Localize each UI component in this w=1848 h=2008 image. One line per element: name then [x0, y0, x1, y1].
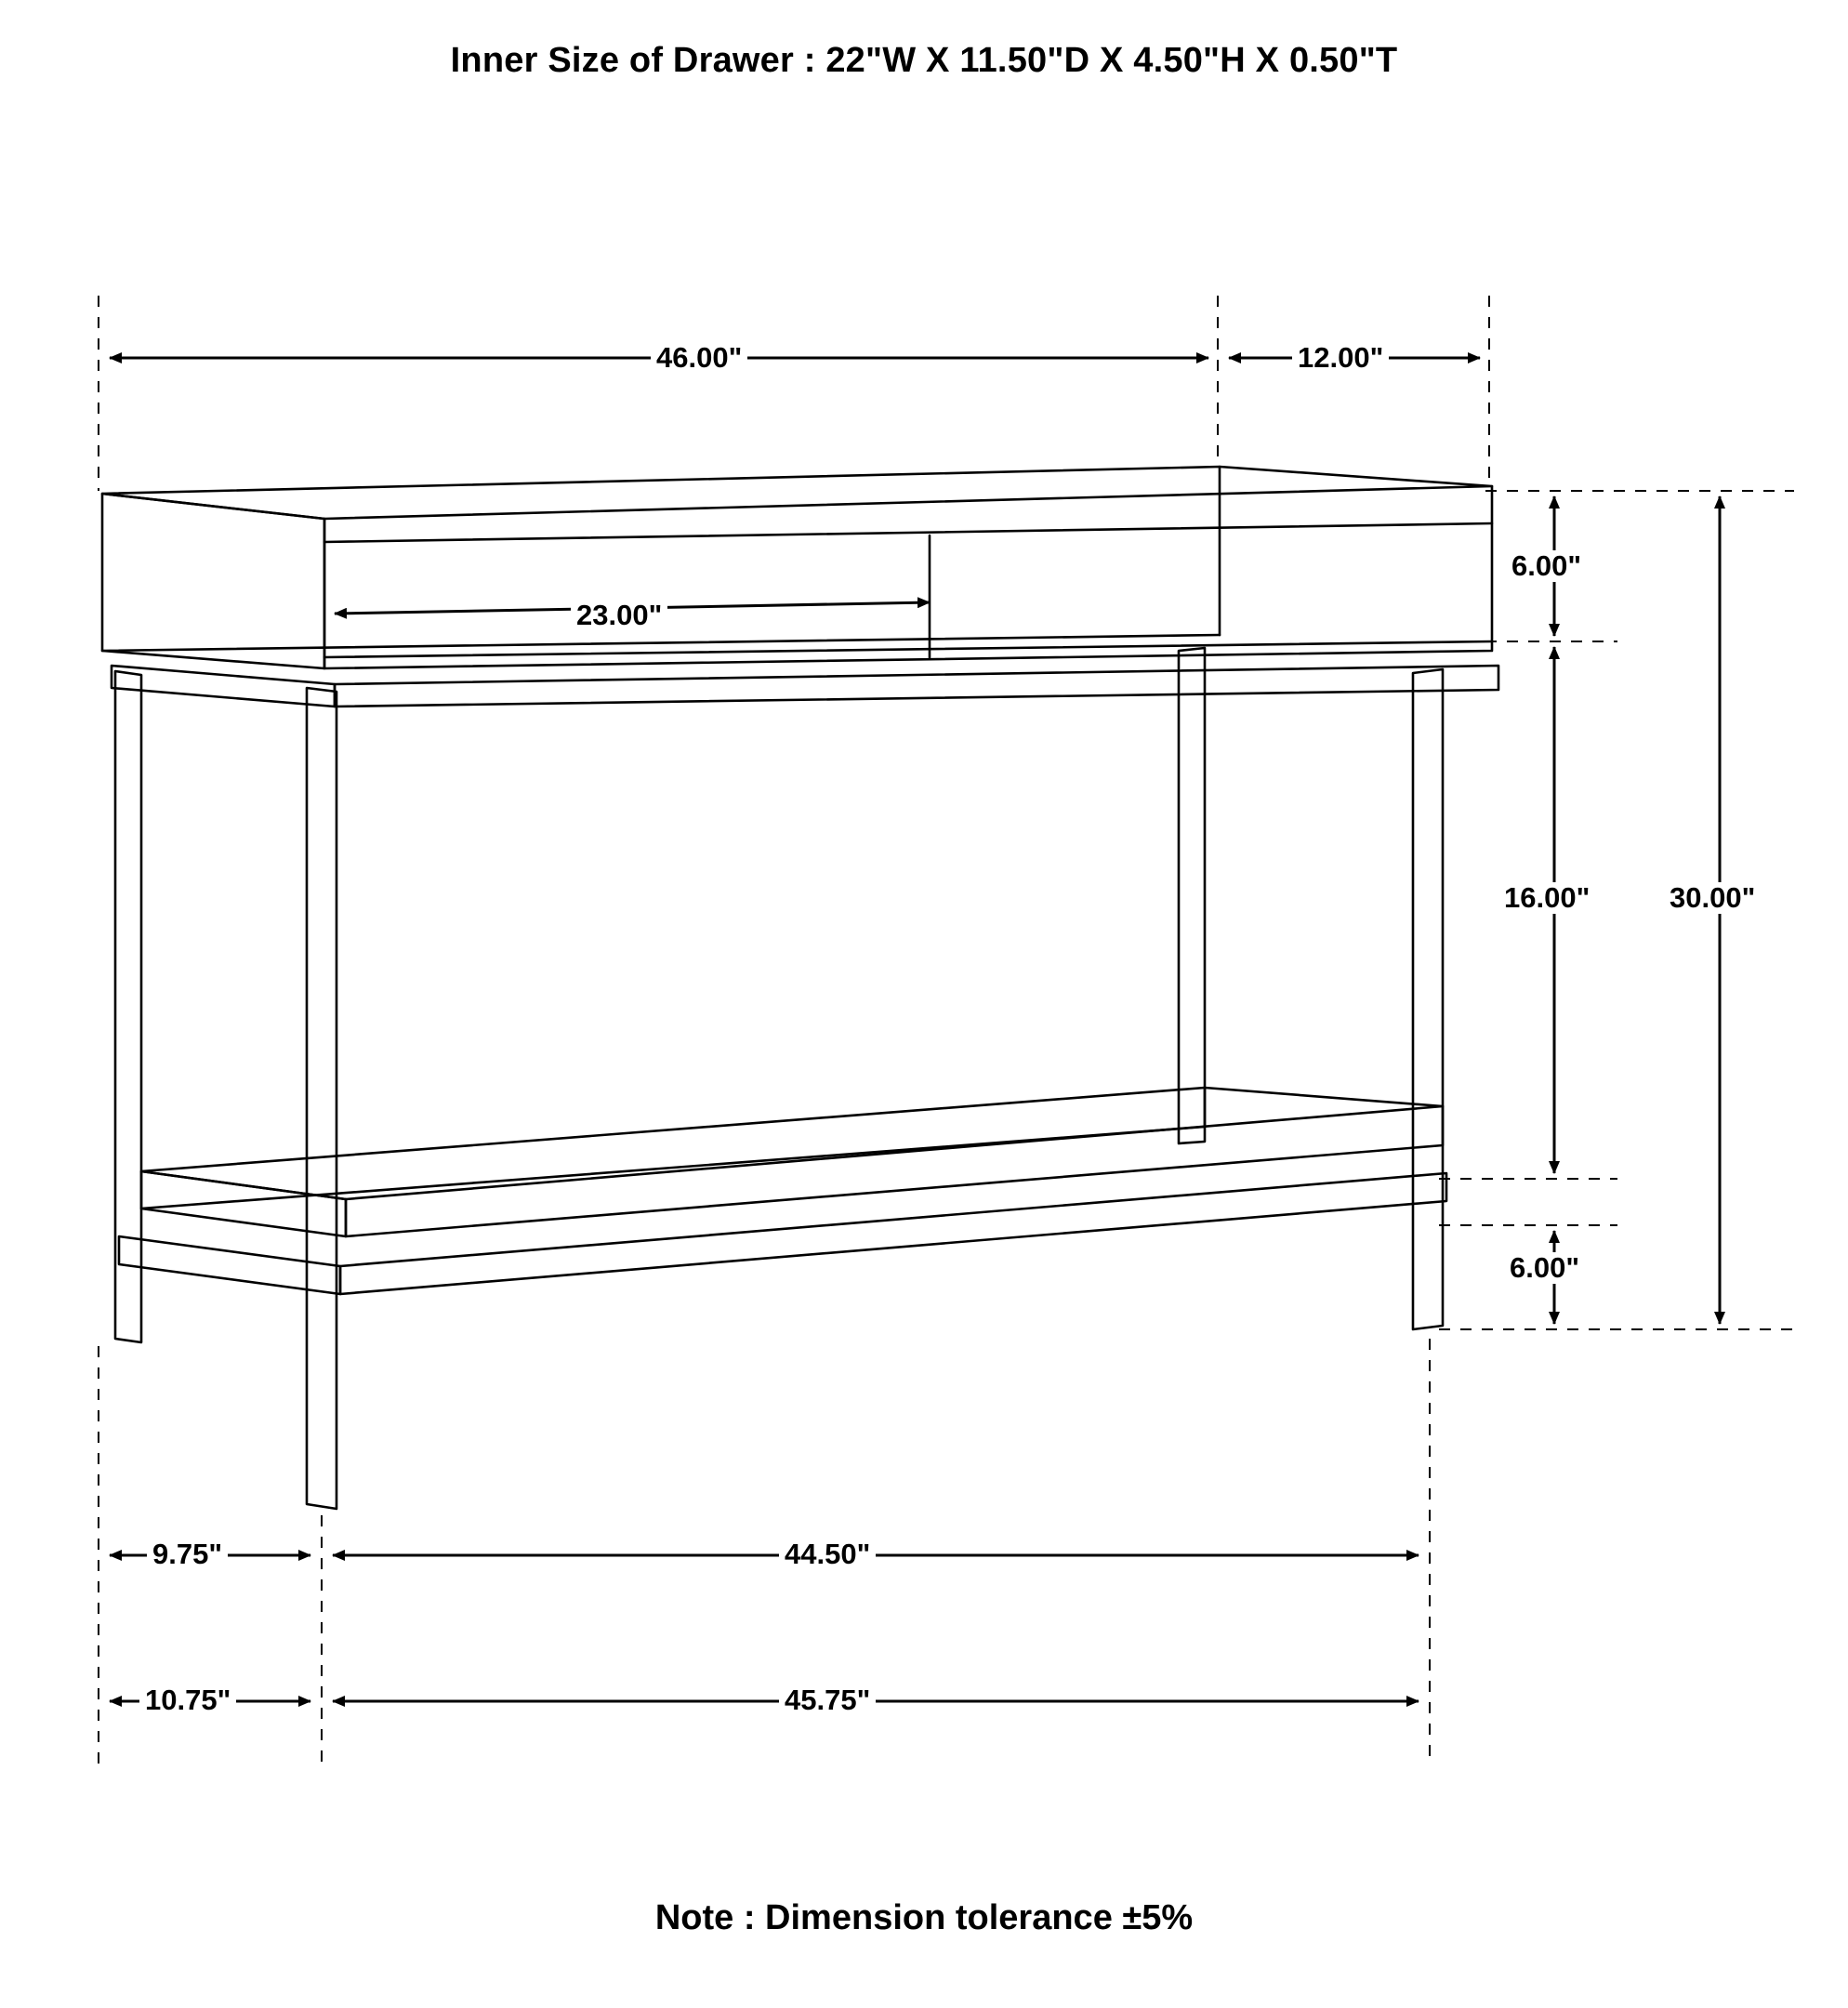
dim-label-leg-clearance-height: 16.00": [1498, 882, 1595, 914]
dim-label-base-width: 44.50": [779, 1539, 876, 1570]
dim-label-foot-width: 45.75": [779, 1684, 876, 1716]
dim-label-top-width: 46.00": [651, 342, 747, 374]
dim-label-top-depth: 12.00": [1292, 342, 1389, 374]
dim-label-drawer-width: 23.00": [571, 600, 667, 631]
dim-label-base-depth: 9.75": [147, 1539, 228, 1570]
dim-label-total-height: 30.00": [1664, 882, 1761, 914]
page-title: Inner Size of Drawer : 22"W X 11.50"D X 4.50"H X 0.50"T: [450, 41, 1398, 80]
dim-label-foot-depth: 10.75": [139, 1684, 236, 1716]
dim-label-shelf-to-floor-height: 6.00": [1504, 1252, 1585, 1284]
dim-label-apron-height: 6.00": [1506, 550, 1587, 582]
tolerance-note: Note : Dimension tolerance ±5%: [654, 1898, 1194, 1937]
